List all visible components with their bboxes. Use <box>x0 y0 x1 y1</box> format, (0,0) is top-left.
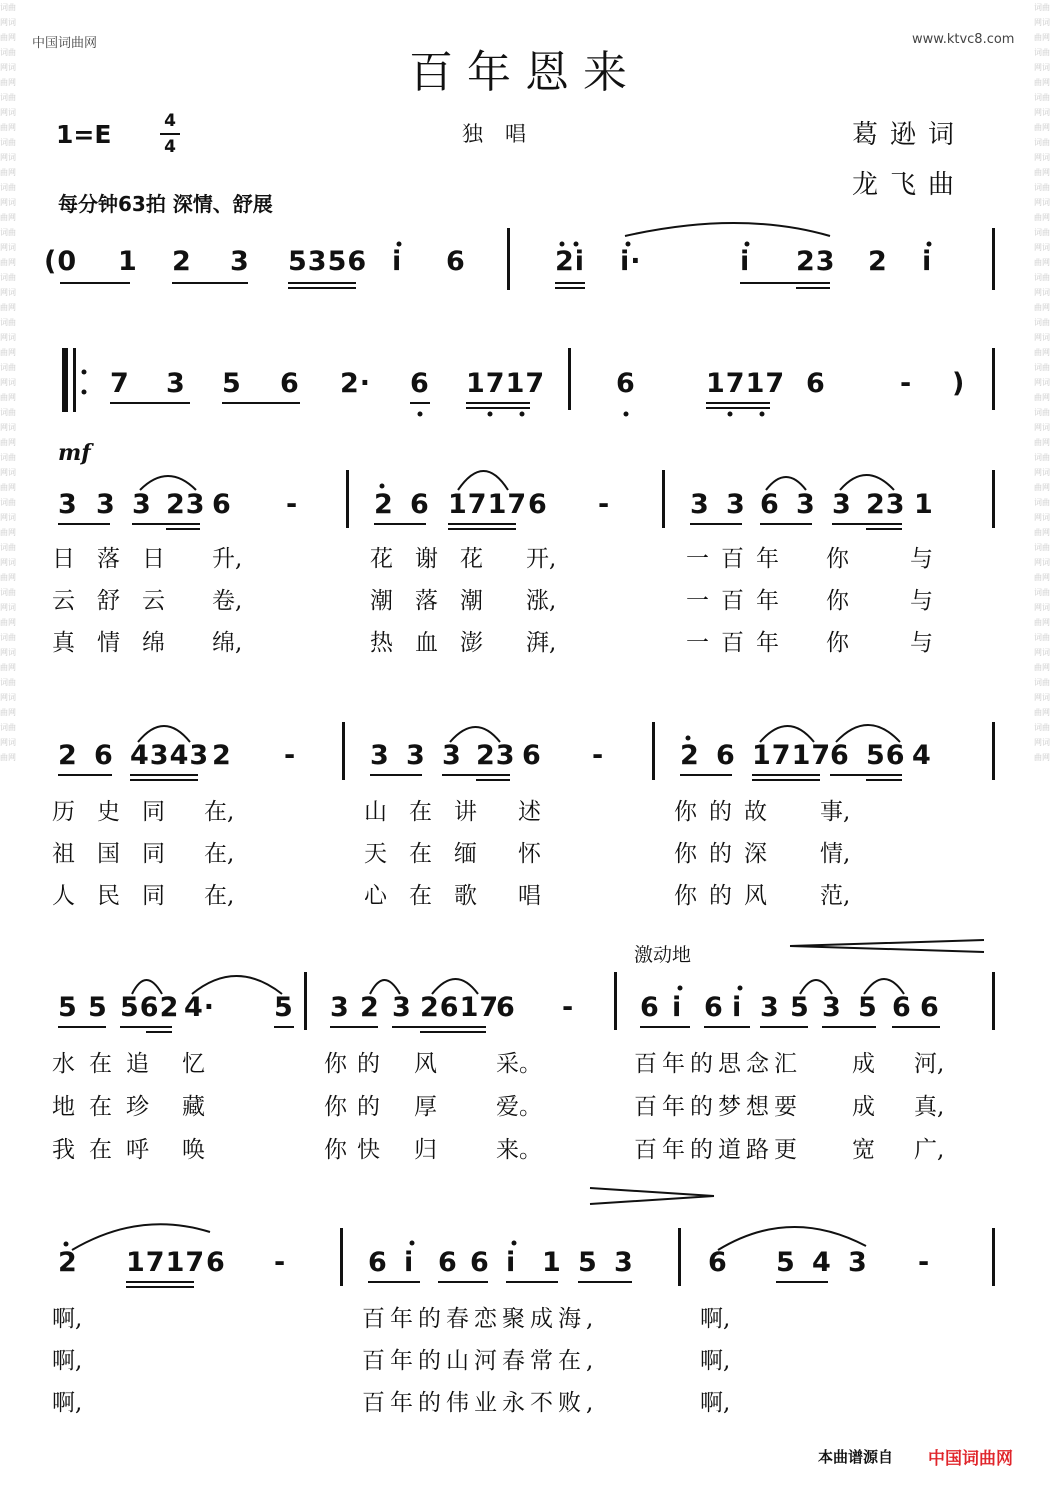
tempo-marking: 每分钟63拍 深情、舒展 <box>58 192 273 216</box>
lyric: 与 <box>910 588 933 614</box>
lyric: 归 <box>414 1137 437 1163</box>
lyric: 涨, <box>526 588 557 614</box>
note: - <box>918 1247 931 1278</box>
note: 5 <box>790 992 810 1023</box>
low-octave-dot <box>418 412 423 417</box>
note: 1717 <box>706 368 786 399</box>
lyric: 升, <box>212 546 243 572</box>
note: - <box>286 489 299 520</box>
note: 2 <box>58 740 78 771</box>
note: i <box>392 246 403 277</box>
note: 1 <box>118 246 138 277</box>
note: 6 <box>616 368 636 399</box>
note: 6 <box>410 368 430 399</box>
lyric: 怀 <box>518 841 541 867</box>
bar-line <box>678 1228 681 1286</box>
bar-line <box>342 722 345 780</box>
footer-brand-link[interactable]: 中国词曲网 <box>928 1449 1013 1469</box>
lyric: 日落日 <box>52 546 187 572</box>
note: 3 <box>96 489 116 520</box>
lyric: 百年的梦想要 <box>634 1094 802 1120</box>
key-signature: 1=E <box>56 120 112 149</box>
lyricist-credit: 葛逊词 <box>852 120 967 150</box>
note: 6 <box>522 740 542 771</box>
note: i <box>672 992 683 1023</box>
note: 3 <box>796 489 816 520</box>
note: 3 <box>760 992 780 1023</box>
lyric: 啊, <box>700 1390 731 1416</box>
bar-line <box>652 722 655 780</box>
note: i <box>740 246 751 277</box>
lyric: 与 <box>910 546 933 572</box>
lyric: 成 <box>852 1051 875 1077</box>
note: - <box>592 740 605 771</box>
note: 1 <box>542 1247 562 1278</box>
bar-line <box>614 972 617 1030</box>
lyric: 你快 <box>324 1137 390 1163</box>
lyric: 地在珍 <box>52 1094 163 1120</box>
note: - <box>598 489 611 520</box>
composer-credit: 龙飞曲 <box>852 170 967 200</box>
note: 6 <box>496 992 516 1023</box>
note: 6 <box>830 740 850 771</box>
lyric: 百年的道路更 <box>634 1137 802 1163</box>
meter-bottom: 4 <box>164 137 176 157</box>
note: 56 <box>866 740 906 771</box>
note: 6 <box>708 1247 728 1278</box>
note: 2 <box>868 246 888 277</box>
lyric: 忆 <box>182 1051 205 1077</box>
note: 4· <box>184 992 216 1023</box>
repeat-bar-line <box>73 348 76 412</box>
slur <box>625 223 830 236</box>
bar-line <box>346 470 349 528</box>
lyric: 情, <box>820 841 851 867</box>
lyric: 山在讲 <box>364 799 499 825</box>
bar-line <box>992 1228 995 1286</box>
note: 6 <box>446 246 466 277</box>
note: i· <box>620 246 642 277</box>
note: 5 <box>274 992 294 1023</box>
lyric: 唱 <box>518 883 541 909</box>
lyric: 一百年 <box>686 588 791 614</box>
lyric: 你的深 <box>674 841 779 867</box>
note: 3 <box>442 740 462 771</box>
lyric: 你 <box>826 546 849 572</box>
note: 6 <box>368 1247 388 1278</box>
note: 6 <box>760 489 780 520</box>
note: 4 <box>912 740 932 771</box>
performance-type: 独唱 <box>462 122 548 146</box>
note: 5 <box>222 368 242 399</box>
crescendo-hairpin <box>790 940 984 952</box>
note: 1 <box>914 489 934 520</box>
lyric: 在, <box>204 799 235 825</box>
decrescendo-hairpin <box>590 1188 714 1204</box>
score-line-2 <box>0 364 1050 404</box>
lyric: 啊, <box>700 1348 731 1374</box>
note: 6 <box>920 992 940 1023</box>
note: 5 <box>88 992 108 1023</box>
footer-source-label: 本曲谱源自 <box>818 1448 894 1466</box>
lyric: 我在呼 <box>52 1137 163 1163</box>
lyric: 在, <box>204 841 235 867</box>
note: 3 <box>132 489 152 520</box>
song-title: 百年恩来 <box>409 47 641 98</box>
lyric: 祖国同 <box>52 841 187 867</box>
note: 6 <box>704 992 724 1023</box>
low-octave-dot <box>520 412 525 417</box>
note: i <box>922 246 933 277</box>
bar-line <box>992 722 995 780</box>
lyric: 你 <box>826 630 849 656</box>
repeat-bar-line <box>62 348 68 412</box>
note: 6 <box>806 368 826 399</box>
bar-line <box>304 972 307 1030</box>
note: 23 <box>476 740 516 771</box>
note: (0 <box>44 246 78 277</box>
bar-line <box>507 228 510 290</box>
lyric: 心在歌 <box>364 883 499 909</box>
lyric: 啊, <box>52 1306 83 1332</box>
lyric: 百年的春恋聚成海, <box>362 1306 599 1332</box>
lyric: 真情绵 <box>52 630 187 656</box>
note: 3 <box>58 489 78 520</box>
low-octave-dot <box>728 412 733 417</box>
lyric: 百年的思念汇 <box>634 1051 802 1077</box>
side-watermark-left: 词曲网词曲网词曲网词曲网词曲网词曲网词曲网词曲网词曲网词曲网词曲网词曲网词曲网词曲网词曲网词曲网词曲网词曲网词曲网词曲网词曲网词曲网词曲网词曲网词曲网词曲网词曲网词曲网词曲网词曲网词曲网词曲网词曲网词曲网 <box>0 3 16 762</box>
site-url-watermark: www.ktvc8.com <box>912 32 1015 47</box>
note: 7 <box>110 368 130 399</box>
lyric: 开, <box>526 546 557 572</box>
meter-bar <box>160 133 180 135</box>
lyric: 与 <box>910 630 933 656</box>
note: 3 <box>848 1247 868 1278</box>
time-signature <box>160 110 180 158</box>
note: 5 <box>776 1247 796 1278</box>
note: 1717 <box>126 1247 206 1278</box>
note: 3 <box>822 992 842 1023</box>
note: 6 <box>716 740 736 771</box>
lyric: 啊, <box>52 1390 83 1416</box>
lyric: 真, <box>914 1094 945 1120</box>
note: 5 <box>858 992 878 1023</box>
score-line-6 <box>0 1243 1050 1283</box>
site-name-watermark: 中国词曲网 <box>32 36 98 51</box>
lyric: 历史同 <box>52 799 187 825</box>
note: - <box>562 992 575 1023</box>
lyric: 风 <box>414 1051 437 1077</box>
note: i <box>732 992 743 1023</box>
lyric: 广, <box>914 1137 945 1163</box>
expression-marking: 激动地 <box>634 944 692 966</box>
note: i <box>404 1247 415 1278</box>
lyric: 范, <box>820 883 851 909</box>
note: 3 <box>230 246 250 277</box>
note: 2 <box>680 740 700 771</box>
note: 3 <box>690 489 710 520</box>
lyric: 一百年 <box>686 546 791 572</box>
note: 6 <box>206 1247 226 1278</box>
note: 2· <box>340 368 372 399</box>
lyric: 啊, <box>52 1348 83 1374</box>
note: 23 <box>796 246 836 277</box>
lyric: 花谢花 <box>370 546 505 572</box>
bar-line <box>992 972 995 1030</box>
note: - <box>900 368 913 399</box>
lyric: 人民同 <box>52 883 187 909</box>
note: 3 <box>370 740 390 771</box>
lyric: 你 <box>826 588 849 614</box>
lyric: 你的 <box>324 1051 390 1077</box>
lyric: 百年的伟业永不败, <box>362 1390 599 1416</box>
low-octave-dot <box>624 412 629 417</box>
lyric: 湃, <box>526 630 557 656</box>
note: 6 <box>528 489 548 520</box>
lyric: 绵, <box>212 630 243 656</box>
note: 6 <box>640 992 660 1023</box>
note: 6 <box>438 1247 458 1278</box>
note: 3 <box>832 489 852 520</box>
lyric: 来。 <box>496 1137 542 1163</box>
note: 5356 <box>288 246 368 277</box>
lyric: 你的故 <box>674 799 779 825</box>
note: 6 <box>280 368 300 399</box>
note: 4343 <box>130 740 210 771</box>
score-line-4 <box>0 736 1050 776</box>
low-octave-dot <box>488 412 493 417</box>
lyric: 藏 <box>182 1094 205 1120</box>
note: 2 <box>374 489 394 520</box>
meter-top: 4 <box>164 111 176 131</box>
score-line-3 <box>0 485 1050 525</box>
note: 2 <box>58 1247 78 1278</box>
lyric: 云舒云 <box>52 588 187 614</box>
note: 2 <box>172 246 192 277</box>
note: 2i <box>555 246 586 277</box>
note: 6 <box>892 992 912 1023</box>
bar-line <box>340 1228 343 1286</box>
lyric: 河, <box>914 1051 945 1077</box>
lyric: 厚 <box>414 1094 437 1120</box>
note: 23 <box>866 489 906 520</box>
lyric: 述 <box>518 799 541 825</box>
lyric: 事, <box>820 799 851 825</box>
bar-line <box>662 470 665 528</box>
note: 3 <box>166 368 186 399</box>
bar-line <box>992 228 995 290</box>
note: 3 <box>406 740 426 771</box>
note: 6 <box>410 489 430 520</box>
note: - <box>274 1247 287 1278</box>
note: 2 <box>212 740 232 771</box>
note: 6 <box>470 1247 490 1278</box>
bar-line <box>568 348 571 410</box>
note: i <box>506 1247 517 1278</box>
note: 3 <box>330 992 350 1023</box>
note: - <box>284 740 297 771</box>
note: 562 <box>120 992 180 1023</box>
note: 4 <box>812 1247 832 1278</box>
lyric: 采。 <box>496 1051 542 1077</box>
lyric: 热血澎 <box>370 630 505 656</box>
low-octave-dot <box>760 412 765 417</box>
note: 3 <box>392 992 412 1023</box>
lyric: 你的风 <box>674 883 779 909</box>
lyric: 天在缅 <box>364 841 499 867</box>
note: 2617 <box>420 992 500 1023</box>
score-line-1 <box>0 242 1050 282</box>
lyric: 成 <box>852 1094 875 1120</box>
lyric: 爱。 <box>496 1094 542 1120</box>
note: 1717 <box>466 368 546 399</box>
score-line-5 <box>0 988 1050 1028</box>
lyric: 在, <box>204 883 235 909</box>
bar-line <box>992 348 995 410</box>
note: 5 <box>58 992 78 1023</box>
lyric: 卷, <box>212 588 243 614</box>
note: 1717 <box>448 489 528 520</box>
note: 6 <box>212 489 232 520</box>
side-watermark-right: 词曲网词曲网词曲网词曲网词曲网词曲网词曲网词曲网词曲网词曲网词曲网词曲网词曲网词曲网词曲网词曲网词曲网词曲网词曲网词曲网词曲网词曲网词曲网词曲网词曲网词曲网词曲网词曲网词曲网词曲网词曲网词曲网词曲网词曲网 <box>1034 3 1050 762</box>
note: ) <box>952 368 966 399</box>
note: 2 <box>360 992 380 1023</box>
note: 5 <box>578 1247 598 1278</box>
dynamic-marking: mf <box>58 440 91 466</box>
lyric: 百年的山河春常在, <box>362 1348 599 1374</box>
lyric: 宽 <box>852 1137 875 1163</box>
lyric: 水在追 <box>52 1051 163 1077</box>
lyric: 潮落潮 <box>370 588 505 614</box>
note: 1717 <box>752 740 832 771</box>
note: 3 <box>726 489 746 520</box>
lyric: 一百年 <box>686 630 791 656</box>
note: 6 <box>94 740 114 771</box>
note: 3 <box>614 1247 634 1278</box>
bar-line <box>992 470 995 528</box>
lyric: 你的 <box>324 1094 390 1120</box>
lyric: 啊, <box>700 1306 731 1332</box>
note: 23 <box>166 489 206 520</box>
lyric: 唤 <box>182 1137 205 1163</box>
